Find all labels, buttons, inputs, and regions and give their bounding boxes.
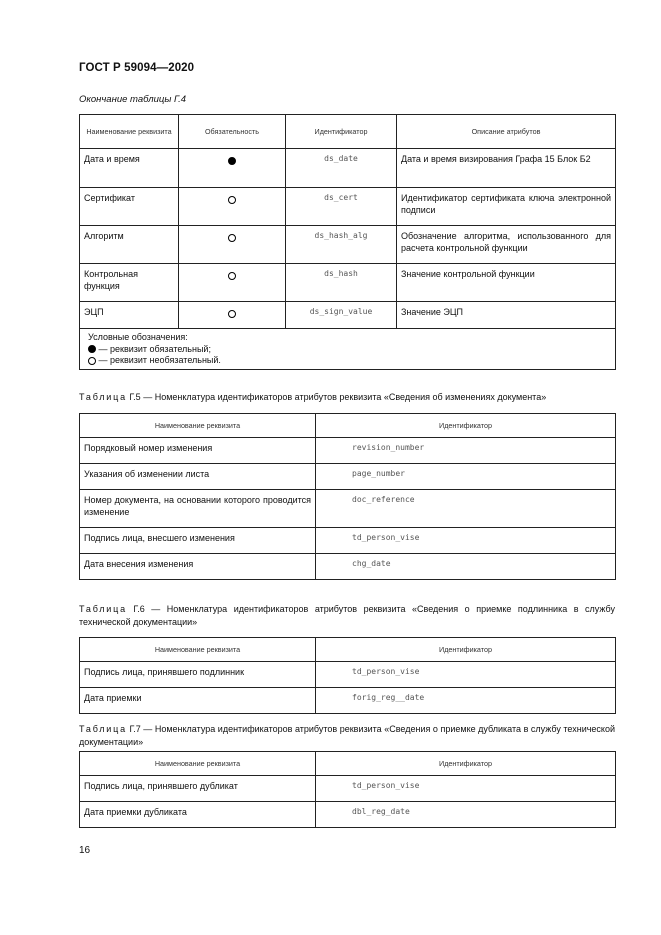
legend-required-text: — реквизит обязательный; [98,343,211,354]
row-identifier: ds_hash [286,264,397,302]
table-caption-prefix: Таблица [79,604,127,614]
table-g4 [79,114,616,370]
table-row [80,490,616,528]
table-g6-caption [79,603,615,629]
row-mandatory-mark [179,149,286,188]
legend [80,329,616,370]
table-caption-text: Г.6 — Номенклатура идентификаторов атрибутов реквизита «Сведения о приемке подлинника в службу технической документации» [79,604,615,627]
filled-circle-icon [88,345,96,353]
row-name: Дата и время [80,149,179,188]
hollow-circle-icon [228,310,236,318]
page-number: 16 [79,845,91,856]
filled-circle-icon [228,157,236,165]
row-identifier: ds_sign_value [286,302,397,329]
row-identifier: doc_reference [316,490,616,528]
column-header-identifier: Идентификатор [286,115,397,149]
row-identifier: revision_number [316,438,616,464]
row-name: Порядковый номер изменения [80,438,316,464]
legend-optional [88,355,607,367]
table-header-row [80,414,616,438]
table-caption-prefix: Таблица [79,392,127,402]
row-name: Подпись лица, принявшего дубликат [80,776,316,802]
row-name: Подпись лица, принявшего подлинник [80,662,316,688]
row-name: Подпись лица, внесшего изменения [80,528,316,554]
row-mandatory-mark [179,302,286,329]
column-header-identifier: Идентификатор [316,414,616,438]
row-name: Дата приемки [80,688,316,714]
document-standard-title: ГОСТ Р 59094—2020 [79,62,195,74]
column-header-identifier: Идентификатор [316,752,616,776]
row-identifier: td_person_vise [316,528,616,554]
table-g6 [79,637,616,714]
row-description: Идентификатор сертификата ключа электронной подписи [397,188,616,226]
table-caption-text: Г.7 — Номенклатура идентификаторов атрибутов реквизита «Сведения о приемке дубликата в службу технической документации» [79,724,615,747]
table-row [80,776,616,802]
row-name: Дата приемки дубликата [80,802,316,828]
hollow-circle-icon [228,234,236,242]
table-header-row [80,115,616,149]
column-header-name: Наименование реквизита [80,752,316,776]
table-row [80,188,616,226]
table-row [80,264,616,302]
row-name: Дата внесения изменения [80,554,316,580]
table-caption-prefix: Таблица [79,724,127,734]
row-name: Номер документа, на основании которого проводится изменение [80,490,316,528]
table-row [80,802,616,828]
column-header-name: Наименование реквизита [80,115,179,149]
row-mandatory-mark [179,226,286,264]
table-g5 [79,413,616,580]
row-identifier: page_number [316,464,616,490]
row-mandatory-mark [179,188,286,226]
row-name: Сертификат [80,188,179,226]
table-caption-text: Г.5 — Номенклатура идентификаторов атрибутов реквизита «Сведения об изменениях документа» [129,392,547,402]
row-name: Контрольная функция [80,264,179,302]
row-description: Значение контрольной функции [397,264,616,302]
table-row [80,688,616,714]
row-identifier: dbl_reg_date [316,802,616,828]
row-identifier: ds_date [286,149,397,188]
hollow-circle-icon [228,272,236,280]
table-row [80,149,616,188]
row-name: Алгоритм [80,226,179,264]
table-g5-caption [79,391,615,404]
row-identifier: td_person_vise [316,662,616,688]
table-g4-continuation-caption: Окончание таблицы Г.4 [79,94,187,105]
table-g7 [79,751,616,828]
table-row [80,464,616,490]
table-g7-caption [79,723,615,749]
column-header-description: Описание атрибутов [397,115,616,149]
table-header-row [80,752,616,776]
row-identifier: td_person_vise [316,776,616,802]
table-header-row [80,638,616,662]
row-description: Значение ЭЦП [397,302,616,329]
row-identifier: ds_cert [286,188,397,226]
table-row [80,226,616,264]
legend-optional-text: — реквизит необязательный. [98,355,221,365]
column-header-name: Наименование реквизита [80,638,316,662]
table-row [80,662,616,688]
legend-row [80,329,616,370]
row-identifier: forig_reg__date [316,688,616,714]
table-row [80,528,616,554]
row-name: ЭЦП [80,302,179,329]
column-header-name: Наименование реквизита [80,414,316,438]
table-row [80,302,616,329]
row-description: Дата и время визирования Графа 15 Блок Б2 [397,149,616,188]
column-header-mandatory: Обязательность [179,115,286,149]
row-name: Указания об изменении листа [80,464,316,490]
row-identifier: ds_hash_alg [286,226,397,264]
row-description: Обозначение алгоритма, использованного для расчета контрольной функции [397,226,616,264]
row-mandatory-mark [179,264,286,302]
hollow-circle-icon [228,196,236,204]
hollow-circle-icon [88,357,96,365]
legend-required [88,344,607,356]
row-identifier: chg_date [316,554,616,580]
table-row [80,554,616,580]
column-header-identifier: Идентификатор [316,638,616,662]
legend-title: Условные обозначения: [88,332,188,342]
table-row [80,438,616,464]
